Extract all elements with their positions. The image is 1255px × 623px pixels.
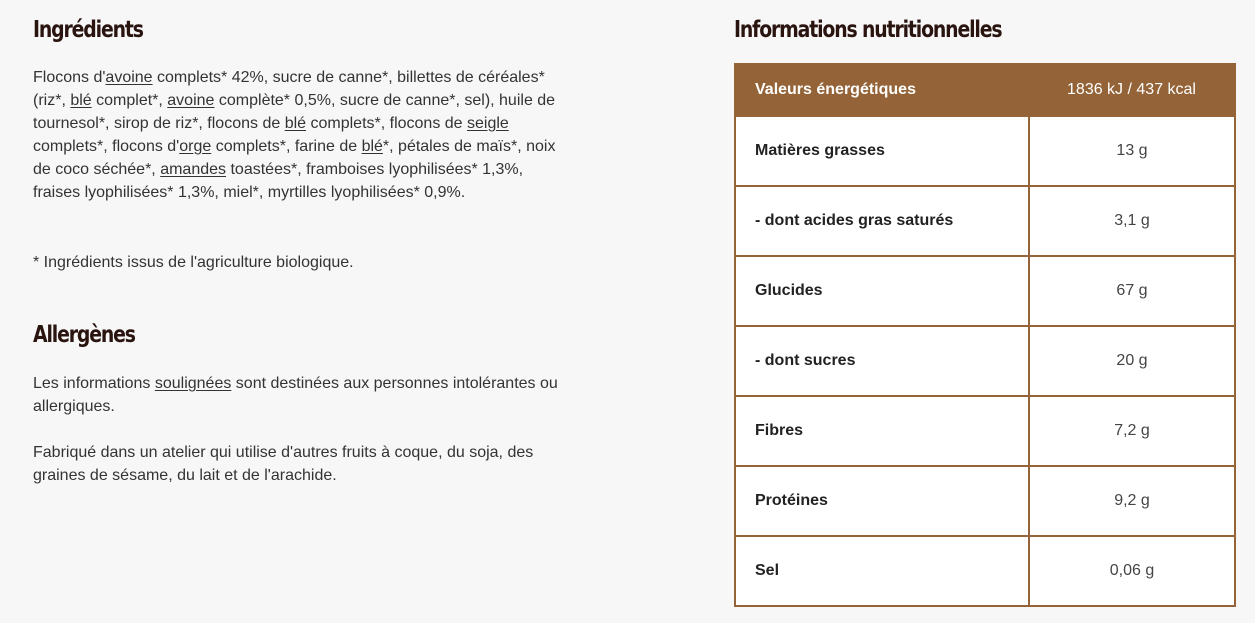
nutrition-title: Informations nutritionnelles bbox=[734, 17, 1002, 43]
table-row bbox=[735, 536, 1235, 606]
nutrient-value: 20 g bbox=[1029, 326, 1235, 396]
nutrition-table bbox=[734, 63, 1236, 607]
allergen-ingredient: blé bbox=[361, 138, 383, 155]
ingredients-list bbox=[33, 66, 573, 204]
nutrient-value: 13 g bbox=[1029, 116, 1235, 186]
allergen-ingredient: blé bbox=[70, 92, 92, 109]
allergens-info-before: Les informations bbox=[33, 375, 155, 392]
allergens-info-underlined: soulignées bbox=[154, 375, 232, 392]
ingredients-title: Ingrédients bbox=[33, 17, 143, 43]
table-row bbox=[735, 396, 1235, 466]
ingredient-text: complets* 42%, sucre de canne*, billettes de céréales* (riz*, bbox=[33, 69, 545, 109]
ingredient-text: *, pétales de maïs*, noix de coco séchée*, bbox=[33, 138, 556, 178]
nutrient-name: Glucides bbox=[735, 256, 1029, 326]
nutrient-name: Fibres bbox=[735, 396, 1029, 466]
nutrient-value: 67 g bbox=[1029, 256, 1235, 326]
nutrient-value: 9,2 g bbox=[1029, 466, 1235, 536]
ingredient-text: complète* 0,5%, sucre de canne*, sel), huile de tournesol*, sirop de riz*, flocons de bbox=[33, 92, 556, 132]
allergens-info bbox=[33, 372, 573, 418]
nutrient-name: - dont sucres bbox=[735, 326, 1029, 396]
allergen-ingredient: orge bbox=[179, 138, 212, 155]
allergen-ingredient: seigle bbox=[467, 115, 509, 132]
nutrient-name: Matières grasses bbox=[735, 116, 1029, 186]
nutrient-name: Sel bbox=[735, 536, 1029, 606]
ingredient-text: toastées*, framboises lyophilisées* 1,3%, fraises lyophilisées* 1,3%, miel*, myrtilles lyophilisées* 0,9%. bbox=[33, 161, 524, 201]
table-row bbox=[735, 466, 1235, 536]
allergen-ingredient: avoine bbox=[105, 69, 153, 86]
table-row bbox=[735, 326, 1235, 396]
nutrient-value: 3,1 g bbox=[1029, 186, 1235, 256]
nutrient-value: 7,2 g bbox=[1029, 396, 1235, 466]
ingredients-organic-note: * Ingrédients issus de l'agriculture biologique. bbox=[33, 254, 354, 271]
table-row bbox=[735, 256, 1235, 326]
nutrient-value: 0,06 g bbox=[1029, 536, 1235, 606]
ingredient-text: complets*, flocons de bbox=[306, 115, 468, 132]
energy-label: Valeurs énergétiques bbox=[735, 64, 1029, 116]
allergen-ingredient: amandes bbox=[160, 161, 227, 178]
nutrient-name: - dont acides gras saturés bbox=[735, 186, 1029, 256]
nutrient-name: Protéines bbox=[735, 466, 1029, 536]
allergens-title: Allergènes bbox=[33, 322, 135, 348]
allergens-facility-note: Fabriqué dans un atelier qui utilise d'autres fruits à coque, du soja, des graines de sésame, du lait et de l'arachide. bbox=[33, 444, 534, 484]
table-row bbox=[735, 186, 1235, 256]
ingredient-text: complets*, farine de bbox=[211, 138, 362, 155]
ingredient-text: Flocons d' bbox=[33, 69, 106, 86]
allergen-ingredient: blé bbox=[284, 115, 307, 132]
nutrition-header-row bbox=[735, 64, 1235, 116]
ingredient-text: complet*, bbox=[91, 92, 168, 109]
allergen-ingredient: avoine bbox=[167, 92, 215, 109]
ingredient-text: complets*, flocons d' bbox=[33, 138, 180, 155]
energy-value: 1836 kJ / 437 kcal bbox=[1029, 64, 1235, 116]
allergens-info-after: sont destinées aux personnes intolérantes ou allergiques. bbox=[33, 375, 558, 415]
table-row bbox=[735, 116, 1235, 186]
